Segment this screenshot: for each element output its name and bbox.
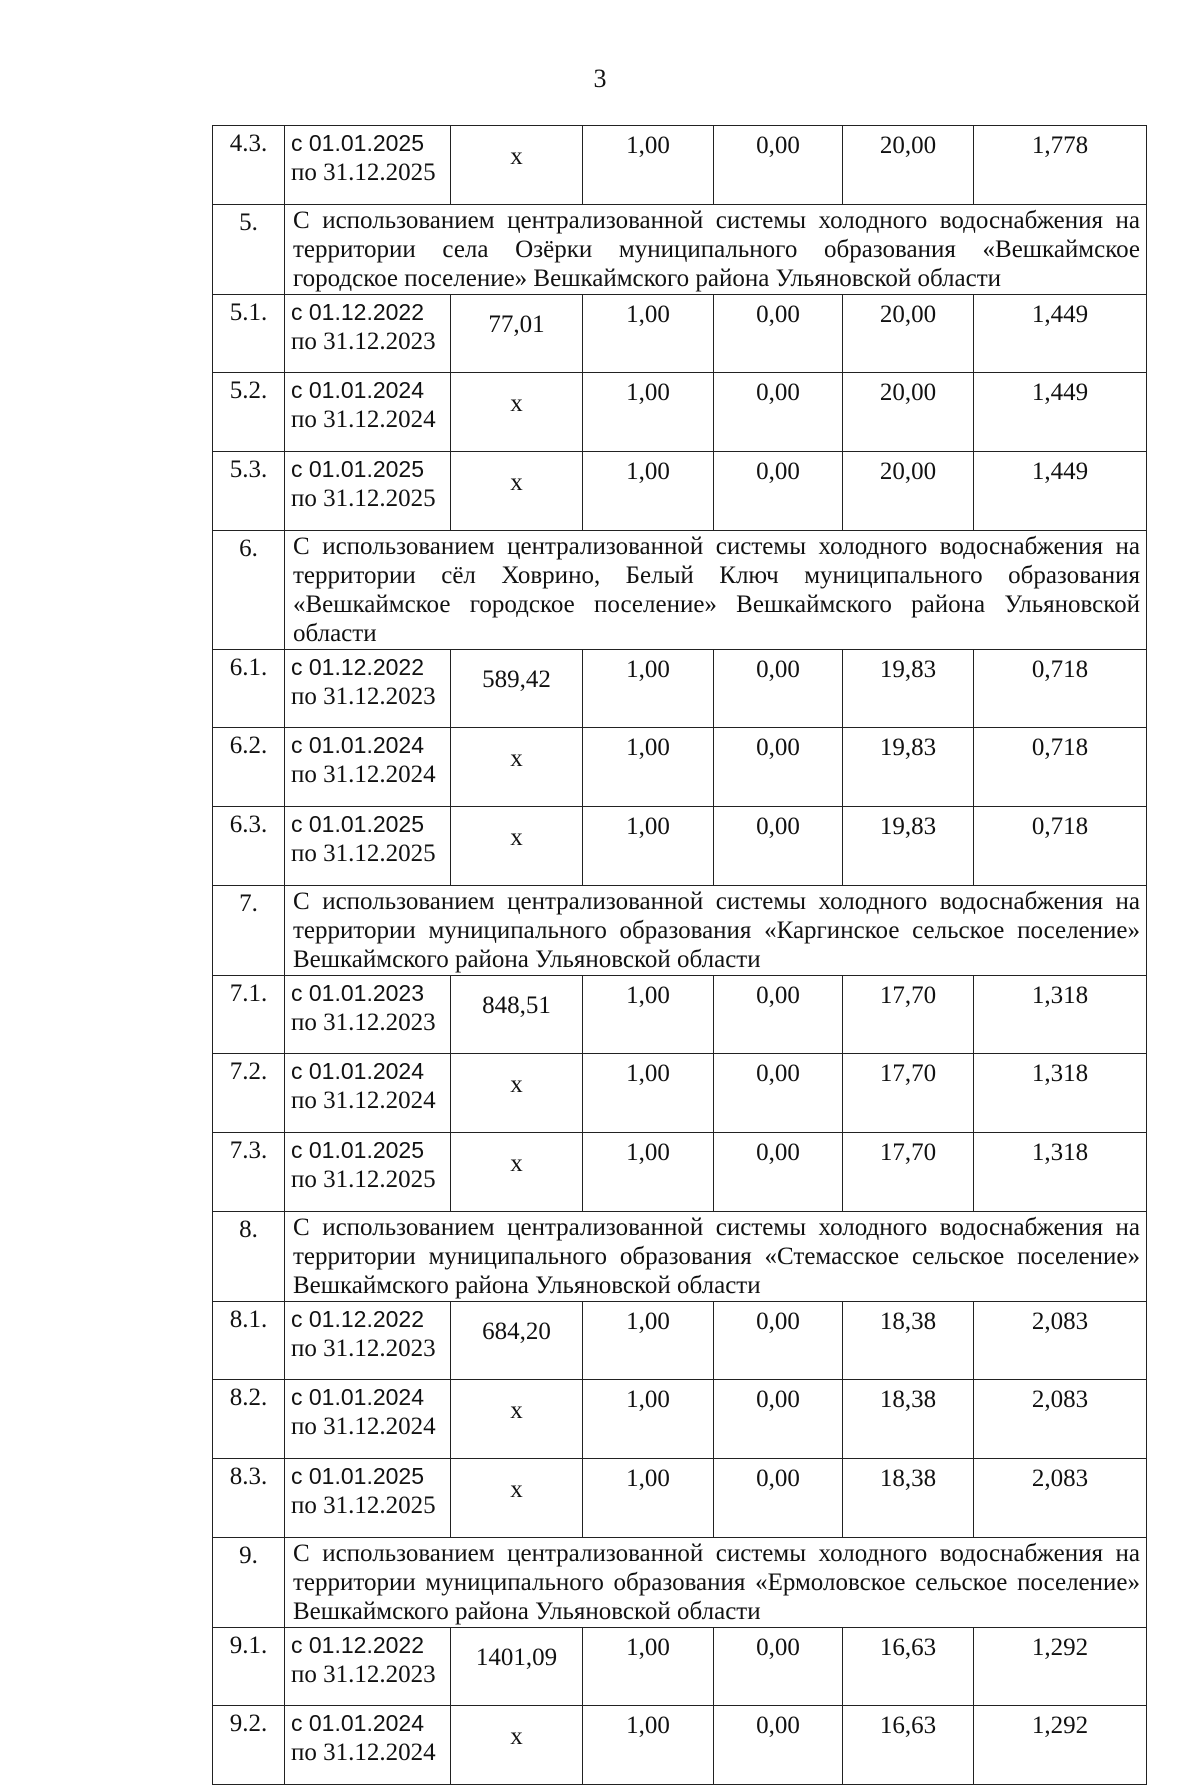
row-number: 7.1. bbox=[213, 976, 285, 1054]
row-number: 5.3. bbox=[213, 452, 285, 531]
section-row bbox=[213, 205, 1147, 295]
value-cell-5: 1,292 bbox=[974, 1706, 1147, 1785]
period-cell bbox=[285, 976, 451, 1054]
period-from: с 01.01.2025 bbox=[291, 1137, 425, 1163]
value-cell-5: 2,083 bbox=[974, 1302, 1147, 1380]
period-to: по 31.12.2025 bbox=[291, 840, 436, 867]
period-to: по 31.12.2024 bbox=[291, 1413, 436, 1440]
table-row bbox=[213, 807, 1147, 886]
period-from: с 01.01.2025 bbox=[291, 1463, 425, 1489]
value-cell-2: 1,00 bbox=[583, 295, 714, 373]
period-cell bbox=[285, 452, 451, 531]
period-to: по 31.12.2023 bbox=[291, 328, 436, 355]
period-from: с 01.12.2022 bbox=[291, 1306, 425, 1332]
table-row bbox=[213, 1054, 1147, 1133]
value-cell-3: 0,00 bbox=[714, 1380, 843, 1459]
value-cell-3: 0,00 bbox=[714, 650, 843, 728]
value-cell-5: 2,083 bbox=[974, 1459, 1147, 1538]
value-cell-5: 1,292 bbox=[974, 1628, 1147, 1706]
value-cell-4: 19,83 bbox=[843, 650, 974, 728]
value-cell-4: 17,70 bbox=[843, 976, 974, 1054]
value-cell-1: х bbox=[451, 126, 583, 205]
value-cell-2: 1,00 bbox=[583, 1459, 714, 1538]
value-cell-3: 0,00 bbox=[714, 452, 843, 531]
value-cell-1: 589,42 bbox=[451, 650, 583, 728]
value-cell-4: 18,38 bbox=[843, 1380, 974, 1459]
value-cell-2: 1,00 bbox=[583, 126, 714, 205]
period-cell bbox=[285, 1459, 451, 1538]
period-cell bbox=[285, 650, 451, 728]
period-cell bbox=[285, 126, 451, 205]
value-cell-3: 0,00 bbox=[714, 1054, 843, 1133]
period-to: по 31.12.2024 bbox=[291, 1739, 436, 1766]
value-cell-1: х bbox=[451, 807, 583, 886]
row-number: 9.1. bbox=[213, 1628, 285, 1706]
section-row bbox=[213, 1212, 1147, 1302]
value-cell-4: 18,38 bbox=[843, 1302, 974, 1380]
value-cell-2: 1,00 bbox=[583, 728, 714, 807]
period-from: с 01.01.2025 bbox=[291, 130, 425, 156]
period-to: по 31.12.2025 bbox=[291, 485, 436, 512]
value-cell-3: 0,00 bbox=[714, 1459, 843, 1538]
period-to: по 31.12.2024 bbox=[291, 406, 436, 433]
period-cell bbox=[285, 373, 451, 452]
value-cell-4: 16,63 bbox=[843, 1706, 974, 1785]
value-cell-4: 20,00 bbox=[843, 126, 974, 205]
value-cell-5: 1,778 bbox=[974, 126, 1147, 205]
period-cell bbox=[285, 807, 451, 886]
value-cell-5: 1,318 bbox=[974, 1054, 1147, 1133]
value-cell-1: х bbox=[451, 1380, 583, 1459]
value-cell-3: 0,00 bbox=[714, 1628, 843, 1706]
table-row bbox=[213, 295, 1147, 373]
period-to: по 31.12.2023 bbox=[291, 1661, 436, 1688]
value-cell-4: 17,70 bbox=[843, 1133, 974, 1212]
value-cell-4: 18,38 bbox=[843, 1459, 974, 1538]
row-number: 4.3. bbox=[213, 126, 285, 205]
value-cell-2: 1,00 bbox=[583, 976, 714, 1054]
period-from: с 01.12.2022 bbox=[291, 654, 425, 680]
section-row bbox=[213, 886, 1147, 976]
table-row bbox=[213, 1133, 1147, 1212]
row-number: 6.3. bbox=[213, 807, 285, 886]
table-row bbox=[213, 1706, 1147, 1785]
period-from: с 01.01.2025 bbox=[291, 456, 425, 482]
period-from: с 01.01.2024 bbox=[291, 1710, 425, 1736]
value-cell-3: 0,00 bbox=[714, 1302, 843, 1380]
period-cell bbox=[285, 1133, 451, 1212]
value-cell-5: 2,083 bbox=[974, 1380, 1147, 1459]
value-cell-3: 0,00 bbox=[714, 126, 843, 205]
row-number: 7.2. bbox=[213, 1054, 285, 1133]
row-number: 7.3. bbox=[213, 1133, 285, 1212]
value-cell-3: 0,00 bbox=[714, 807, 843, 886]
value-cell-1: х bbox=[451, 1459, 583, 1538]
value-cell-2: 1,00 bbox=[583, 1133, 714, 1212]
value-cell-5: 0,718 bbox=[974, 807, 1147, 886]
value-cell-1: х bbox=[451, 373, 583, 452]
value-cell-2: 1,00 bbox=[583, 1628, 714, 1706]
period-cell bbox=[285, 295, 451, 373]
period-from: с 01.12.2022 bbox=[291, 1632, 425, 1658]
value-cell-4: 16,63 bbox=[843, 1628, 974, 1706]
value-cell-2: 1,00 bbox=[583, 1054, 714, 1133]
period-to: по 31.12.2023 bbox=[291, 1009, 436, 1036]
period-from: с 01.01.2024 bbox=[291, 732, 425, 758]
row-number: 9.2. bbox=[213, 1706, 285, 1785]
value-cell-2: 1,00 bbox=[583, 1706, 714, 1785]
value-cell-3: 0,00 bbox=[714, 373, 843, 452]
row-number: 5.1. bbox=[213, 295, 285, 373]
value-cell-1: 684,20 bbox=[451, 1302, 583, 1380]
value-cell-4: 20,00 bbox=[843, 373, 974, 452]
period-from: с 01.12.2022 bbox=[291, 299, 425, 325]
table-row bbox=[213, 650, 1147, 728]
row-number: 8.3. bbox=[213, 1459, 285, 1538]
value-cell-1: х bbox=[451, 452, 583, 531]
value-cell-2: 1,00 bbox=[583, 452, 714, 531]
tariff-table-body bbox=[213, 126, 1147, 1785]
period-cell bbox=[285, 1628, 451, 1706]
value-cell-2: 1,00 bbox=[583, 1302, 714, 1380]
period-to: по 31.12.2024 bbox=[291, 761, 436, 788]
table-row bbox=[213, 452, 1147, 531]
table-row bbox=[213, 126, 1147, 205]
value-cell-2: 1,00 bbox=[583, 1380, 714, 1459]
period-to: по 31.12.2024 bbox=[291, 1087, 436, 1114]
table-row bbox=[213, 1628, 1147, 1706]
value-cell-5: 1,449 bbox=[974, 452, 1147, 531]
period-cell bbox=[285, 728, 451, 807]
section-row bbox=[213, 1538, 1147, 1628]
period-to: по 31.12.2025 bbox=[291, 159, 436, 186]
table-row bbox=[213, 1302, 1147, 1380]
value-cell-1: х bbox=[451, 1054, 583, 1133]
table-row bbox=[213, 373, 1147, 452]
period-to: по 31.12.2025 bbox=[291, 1166, 436, 1193]
value-cell-3: 0,00 bbox=[714, 1133, 843, 1212]
section-description: С использованием централизованной системы холодного водоснабжения на территории села Озёрки муниципального образования «Вешкаймское городское поселение» Вешкаймского района Ульяновской области bbox=[285, 205, 1147, 295]
table-row bbox=[213, 1459, 1147, 1538]
row-number: 8.2. bbox=[213, 1380, 285, 1459]
row-number: 6.1. bbox=[213, 650, 285, 728]
period-cell bbox=[285, 1380, 451, 1459]
value-cell-1: х bbox=[451, 1133, 583, 1212]
section-description: С использованием централизованной системы холодного водоснабжения на территории муниципального образования «Каргинское сельское поселение» Вешкаймского района Ульяновской области bbox=[285, 886, 1147, 976]
page-number: 3 bbox=[593, 64, 607, 93]
value-cell-2: 1,00 bbox=[583, 807, 714, 886]
period-from: с 01.01.2023 bbox=[291, 980, 425, 1006]
row-number: 5.2. bbox=[213, 373, 285, 452]
period-to: по 31.12.2023 bbox=[291, 1335, 436, 1362]
value-cell-4: 19,83 bbox=[843, 807, 974, 886]
value-cell-2: 1,00 bbox=[583, 373, 714, 452]
section-number: 9. bbox=[213, 1538, 285, 1628]
period-to: по 31.12.2025 bbox=[291, 1492, 436, 1519]
period-from: с 01.01.2024 bbox=[291, 377, 425, 403]
period-from: с 01.01.2024 bbox=[291, 1384, 425, 1410]
section-number: 6. bbox=[213, 531, 285, 650]
value-cell-3: 0,00 bbox=[714, 1706, 843, 1785]
table-row bbox=[213, 1380, 1147, 1459]
section-number: 5. bbox=[213, 205, 285, 295]
value-cell-1: х bbox=[451, 1706, 583, 1785]
value-cell-5: 1,449 bbox=[974, 373, 1147, 452]
period-cell bbox=[285, 1054, 451, 1133]
value-cell-5: 1,318 bbox=[974, 976, 1147, 1054]
value-cell-3: 0,00 bbox=[714, 295, 843, 373]
row-number: 6.2. bbox=[213, 728, 285, 807]
tariff-table bbox=[212, 125, 1147, 1785]
period-from: с 01.01.2024 bbox=[291, 1058, 425, 1084]
section-description: С использованием централизованной системы холодного водоснабжения на территории муниципального образования «Ермоловское сельское поселение» Вешкаймского района Ульяновской области bbox=[285, 1538, 1147, 1628]
period-from: с 01.01.2025 bbox=[291, 811, 425, 837]
value-cell-4: 20,00 bbox=[843, 295, 974, 373]
value-cell-5: 1,318 bbox=[974, 1133, 1147, 1212]
period-to: по 31.12.2023 bbox=[291, 683, 436, 710]
value-cell-1: х bbox=[451, 728, 583, 807]
value-cell-4: 20,00 bbox=[843, 452, 974, 531]
value-cell-4: 19,83 bbox=[843, 728, 974, 807]
value-cell-4: 17,70 bbox=[843, 1054, 974, 1133]
section-description: С использованием централизованной системы холодного водоснабжения на территории муниципального образования «Стемасское сельское поселение» Вешкаймского района Ульяновской области bbox=[285, 1212, 1147, 1302]
section-description: С использованием централизованной системы холодного водоснабжения на территории сёл Ховрино, Белый Ключ муниципального образования «Вешкаймское городское поселение» Вешкаймского района Ульяновской области bbox=[285, 531, 1147, 650]
period-cell bbox=[285, 1302, 451, 1380]
value-cell-5: 0,718 bbox=[974, 650, 1147, 728]
value-cell-1: 848,51 bbox=[451, 976, 583, 1054]
value-cell-3: 0,00 bbox=[714, 728, 843, 807]
section-number: 7. bbox=[213, 886, 285, 976]
value-cell-2: 1,00 bbox=[583, 650, 714, 728]
value-cell-5: 0,718 bbox=[974, 728, 1147, 807]
table-row bbox=[213, 976, 1147, 1054]
value-cell-3: 0,00 bbox=[714, 976, 843, 1054]
row-number: 8.1. bbox=[213, 1302, 285, 1380]
period-cell bbox=[285, 1706, 451, 1785]
value-cell-5: 1,449 bbox=[974, 295, 1147, 373]
value-cell-1: 1401,09 bbox=[451, 1628, 583, 1706]
section-row bbox=[213, 531, 1147, 650]
table-row bbox=[213, 728, 1147, 807]
value-cell-1: 77,01 bbox=[451, 295, 583, 373]
section-number: 8. bbox=[213, 1212, 285, 1302]
